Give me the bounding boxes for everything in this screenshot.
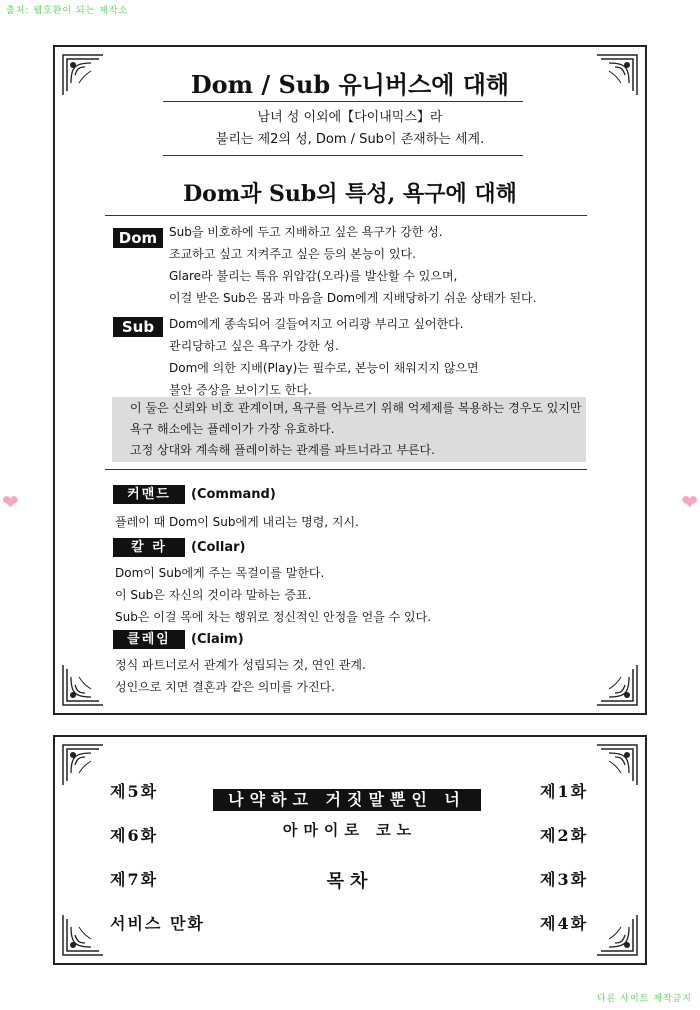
dom-line: 조교하고 싶고 지켜주고 싶은 등의 본능이 있다.	[169, 247, 416, 261]
author-name: 아마이로 코노	[282, 821, 418, 839]
corner-ornament-icon	[61, 913, 105, 957]
claim-name: (Claim)	[191, 632, 244, 647]
divider	[105, 469, 587, 470]
table-of-contents-panel	[53, 735, 647, 965]
heart-icon: ❤	[2, 490, 19, 514]
sub-line: Dom에 의한 지배(Play)는 필수로, 본능이 채워지지 않으면	[169, 361, 479, 375]
corner-ornament-icon	[595, 663, 639, 707]
universe-title: Dom / Sub 유니버스에 대해	[190, 70, 510, 99]
collar-tag: 칼 라	[113, 538, 185, 557]
corner-ornament-icon	[595, 913, 639, 957]
note-line: 욕구 해소에는 플레이가 가장 유효하다.	[130, 422, 335, 436]
claim-description	[115, 654, 366, 698]
divider	[163, 101, 523, 102]
toc-item-ep5: 제5화	[110, 782, 159, 801]
sub-line: Dom에게 종속되어 길들여지고 어리광 부리고 싶어한다.	[169, 317, 464, 331]
claim-tag: 클레임	[113, 630, 185, 649]
toc-item-ep7: 제7화	[110, 870, 159, 889]
dom-line: Glare라 불리는 특유 위압감(오라)를 발산할 수 있으며,	[169, 269, 458, 283]
relationship-note	[112, 397, 586, 462]
sub-line: 관리당하고 싶은 욕구가 강한 성.	[169, 339, 339, 353]
toc-heading: 목차	[326, 871, 374, 892]
sub-description	[169, 313, 479, 401]
toc-item-ep3: 제3화	[540, 870, 589, 889]
command-line: 플레이 때 Dom이 Sub에게 내리는 명령, 지시.	[115, 515, 359, 529]
intro-line: 불리는 제2의 성, Dom / Sub이 존재하는 세계.	[215, 132, 485, 147]
watermark-top: 출처: 웹호환이 되는 제작소	[6, 6, 129, 16]
dom-description	[169, 221, 536, 309]
note-line: 이 둘은 신뢰와 비호 관계이며, 욕구를 억누르기 위해 억제제를 복용하는 경우도 있지만	[130, 401, 582, 415]
toc-item-ep4: 제4화	[540, 914, 589, 933]
dom-tag: Dom	[113, 228, 163, 248]
sub-line: 불안 증상을 보이기도 한다.	[169, 383, 312, 397]
intro-text	[55, 107, 645, 151]
divider	[163, 155, 523, 156]
toc-item-bonus: 서비스 만화	[110, 914, 205, 933]
sub-tag: Sub	[113, 317, 163, 337]
universe-info-panel	[53, 45, 647, 715]
corner-ornament-icon	[595, 743, 639, 787]
toc-item-ep2: 제2화	[540, 826, 589, 845]
corner-ornament-icon	[61, 743, 105, 787]
collar-line: Sub은 이걸 목에 차는 행위로 정신적인 안정을 얻을 수 있다.	[115, 610, 432, 624]
dom-line: 이걸 받은 Sub은 몸과 마음을 Dom에게 지배당하기 쉬운 상태가 된다.	[169, 291, 537, 305]
traits-title: Dom과 Sub의 특성, 욕구에 대해	[183, 181, 517, 207]
toc-item-ep6: 제6화	[110, 826, 159, 845]
collar-name: (Collar)	[191, 540, 246, 555]
command-description	[115, 511, 359, 533]
collar-description	[115, 562, 431, 628]
heart-icon: ❤	[681, 490, 698, 514]
claim-line: 정식 파트너로서 관계가 성립되는 것, 연인 관계.	[115, 658, 366, 672]
watermark-bottom: 다른 사이트 제작금지	[597, 994, 692, 1004]
command-name: (Command)	[191, 487, 276, 502]
collar-line: 이 Sub은 자신의 것이라 말하는 증표.	[115, 588, 312, 602]
book-title: 나약하고 거짓말뿐인 너	[213, 789, 481, 811]
dom-line: Sub을 비호하에 두고 지배하고 싶은 욕구가 강한 성.	[169, 225, 443, 239]
corner-ornament-icon	[61, 663, 105, 707]
collar-line: Dom이 Sub에게 주는 목걸이를 말한다.	[115, 566, 325, 580]
intro-line: 남녀 성 이외에【다이내믹스】라	[257, 110, 443, 125]
toc-item-ep1: 제1화	[540, 782, 589, 801]
note-line: 고정 상대와 계속해 플레이하는 관계를 파트너라고 부른다.	[130, 443, 435, 457]
divider	[105, 215, 587, 216]
claim-line: 성인으로 치면 결혼과 같은 의미를 가진다.	[115, 680, 335, 694]
command-tag: 커맨드	[113, 485, 185, 504]
